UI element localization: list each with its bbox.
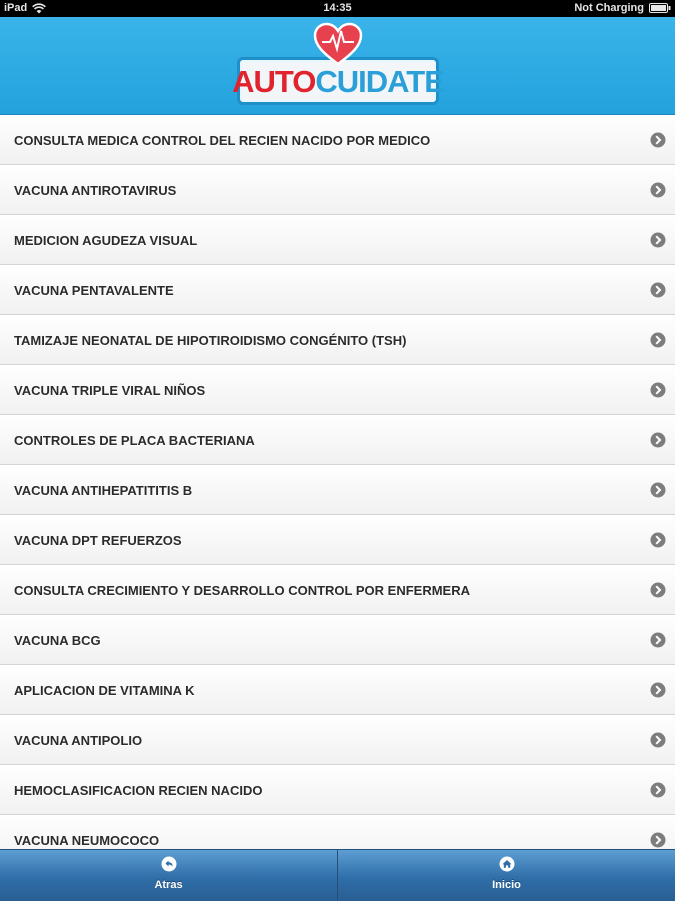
list-item[interactable] [0, 715, 675, 765]
list-item[interactable] [0, 665, 675, 715]
list-item-label: CONSULTA MEDICA CONTROL DEL RECIEN NACIDO POR MEDICO [14, 133, 431, 148]
list-item[interactable] [0, 465, 675, 515]
chevron-right-circle-icon [650, 582, 666, 598]
chevron-right-circle-icon [650, 332, 666, 348]
list-item[interactable] [0, 415, 675, 465]
list-item[interactable] [0, 115, 675, 165]
status-bar [0, 0, 675, 17]
list-item-label: VACUNA TRIPLE VIRAL NIÑOS [14, 383, 206, 398]
home-icon [499, 856, 515, 872]
heart-icon [313, 22, 363, 66]
chevron-right-circle-icon [650, 132, 666, 148]
status-time: 14:35 [323, 2, 352, 14]
back-arrow-icon [161, 856, 177, 872]
chevron-right-circle-icon [650, 632, 666, 648]
list-item-label: CONTROLES DE PLACA BACTERIANA [14, 433, 255, 448]
list-item-label: HEMOCLASIFICACION RECIEN NACIDO [14, 783, 263, 798]
list-item-label: VACUNA PENTAVALENTE [14, 283, 174, 298]
chevron-right-circle-icon [650, 682, 666, 698]
list-item-label: APLICACION DE VITAMINA K [14, 683, 195, 698]
list-item[interactable] [0, 515, 675, 565]
chevron-right-circle-icon [650, 732, 666, 748]
chevron-right-circle-icon [650, 282, 666, 298]
chevron-right-circle-icon [650, 782, 666, 798]
logo-text-cuidate: CUIDATE [315, 63, 444, 99]
list-item-label: TAMIZAJE NEONATAL DE HIPOTIROIDISMO CONGÉNITO (TSH) [14, 333, 407, 348]
list-item[interactable] [0, 365, 675, 415]
chevron-right-circle-icon [650, 232, 666, 248]
device-name: iPad [4, 2, 28, 14]
chevron-right-circle-icon [650, 382, 666, 398]
list-item-label: VACUNA BCG [14, 633, 101, 648]
list-item[interactable] [0, 265, 675, 315]
back-button[interactable] [0, 850, 337, 901]
list-item-label: VACUNA DPT REFUERZOS [14, 533, 182, 548]
home-button[interactable] [337, 850, 675, 901]
back-button-label: Atras [154, 879, 183, 891]
logo-text [232, 63, 444, 99]
procedure-list [0, 115, 675, 865]
bottom-tab-bar [0, 849, 675, 901]
list-item[interactable] [0, 315, 675, 365]
list-item[interactable] [0, 565, 675, 615]
list-item-label: VACUNA ANTIROTAVIRUS [14, 183, 177, 198]
list-item[interactable] [0, 615, 675, 665]
list-item-label: VACUNA NEUMOCOCO [14, 833, 160, 848]
chevron-right-circle-icon [650, 532, 666, 548]
chevron-right-circle-icon [650, 832, 666, 848]
home-button-label: Inicio [492, 879, 521, 891]
list-item-label: MEDICION AGUDEZA VISUAL [14, 233, 198, 248]
list-item-label: CONSULTA CRECIMIENTO Y DESARROLLO CONTROL POR ENFERMERA [14, 583, 470, 598]
battery-icon [649, 3, 671, 13]
list-item-label: VACUNA ANTIPOLIO [14, 733, 143, 748]
chevron-right-circle-icon [650, 482, 666, 498]
list-item-label: VACUNA ANTIHEPATITITIS B [14, 483, 193, 498]
chevron-right-circle-icon [650, 182, 666, 198]
list-item[interactable] [0, 165, 675, 215]
list-item[interactable] [0, 765, 675, 815]
list-item[interactable] [0, 215, 675, 265]
chevron-right-circle-icon [650, 432, 666, 448]
status-bar-right [574, 2, 671, 14]
logo-text-auto: AUTO [232, 63, 316, 99]
battery-status: Not Charging [574, 2, 644, 14]
